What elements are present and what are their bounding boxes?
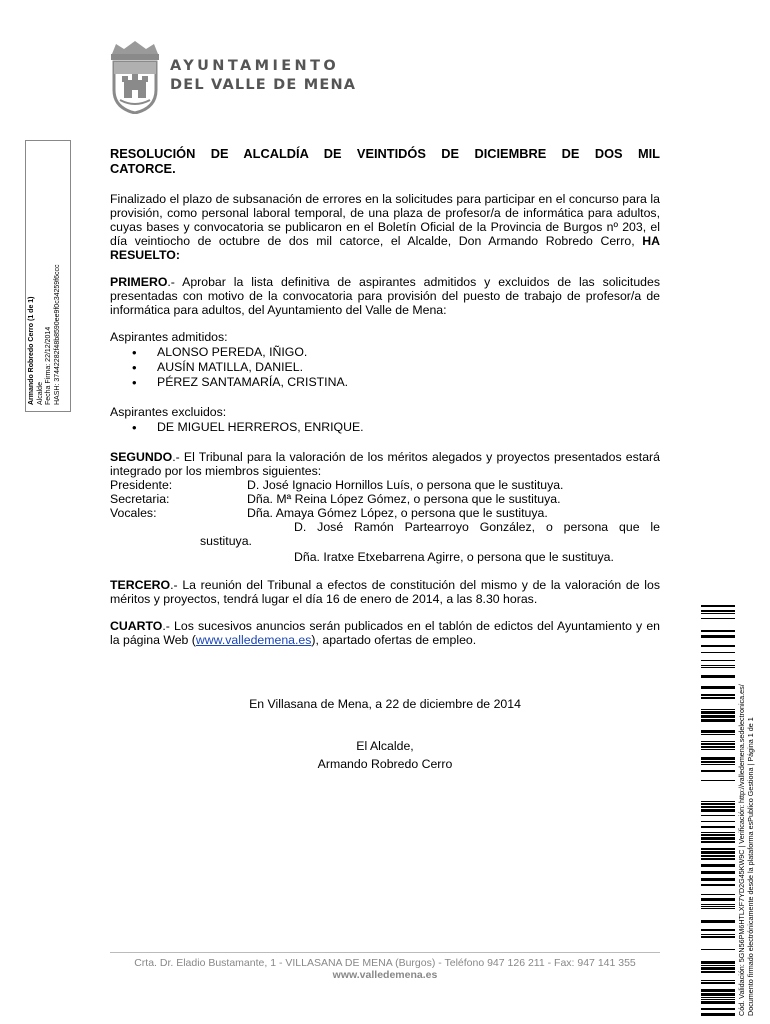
excluded-section — [110, 405, 660, 435]
validation-info — [737, 596, 755, 1016]
footer-divider — [110, 952, 660, 953]
signature-info — [28, 145, 62, 405]
member-name: Dña. Amaya Gómez López, o persona que le sustituya. — [247, 506, 548, 520]
website-link[interactable]: www.valledemena.es — [195, 633, 312, 647]
segundo-paragraph — [110, 450, 660, 478]
document-body — [110, 146, 660, 660]
org-name-line1: AYUNTAMIENTO — [170, 58, 340, 74]
tercero-paragraph — [110, 578, 660, 606]
admitted-list — [110, 345, 660, 390]
signer-name: Armando Robredo Cerro — [317, 757, 453, 771]
primero-paragraph — [110, 275, 660, 317]
member-role: Vocales: — [110, 506, 157, 520]
intro-text: Finalizado el plazo de subsanación de errores en la solicitudes para participar en el concurso para la provisión, como personal laboral temporal, de una plaza de profesor/a de informática para adultos, cuyas bases y convocatoria se publicaron en el Boletín Oficial de la Provincia de Burgos nº 203, el día veintiocho de octubre de dos mil catorce, el Alcalde, Don Armando Robredo Cerro, — [110, 192, 660, 248]
signer-role-line: Alcalde — [36, 382, 44, 405]
segundo-text: .- El Tribunal para la valoración de los méritos alegados y proyectos presentados estará integrado por los miembros siguientes: — [110, 450, 660, 478]
primero-text: .- Aprobar la lista definitiva de aspirantes admitidos y excluidos de las solicitudes presentadas con motivo de la convocatoria para provisión del puesto de trabajo de profesor/a de informática para adultos, del Ayuntamiento del Valle de Mena: — [110, 275, 660, 317]
tercero-label: TERCERO — [110, 578, 171, 592]
member-row — [110, 492, 660, 506]
validation-platform-line: Documento firmado electrónicamente desde la plataforma esPublico Gestiona | Página 1 de 1 — [746, 717, 755, 1016]
tribunal-members — [110, 478, 660, 564]
signature-box — [25, 140, 71, 412]
admitted-section — [110, 330, 660, 390]
member-row — [110, 506, 660, 520]
coat-of-arms-logo — [106, 40, 164, 114]
cuarto-paragraph — [110, 619, 660, 647]
footer-address: Crta. Dr. Eladio Bustamante, 1 - VILLASANA DE MENA (Burgos) - Teléfono 947 126 211 - Fax: 947 141 355 — [134, 957, 636, 969]
excluded-label: Aspirantes excluidos: — [110, 405, 227, 419]
org-name-line2: DEL VALLE DE MENA — [170, 77, 357, 93]
list-item: • ALONSO PEREDA, IÑIGO. — [110, 345, 660, 360]
member-name: D. José Ignacio Hornillos Luís, o persona que le sustituya. — [247, 478, 564, 492]
cuarto-label: CUARTO — [110, 619, 163, 633]
signer-title: El Alcalde, — [356, 739, 414, 753]
member-role: Presidente: — [110, 478, 173, 492]
sign-date-line: Fecha Firma: 22/12/2014 — [45, 326, 52, 405]
admitted-label: Aspirantes admitidos: — [110, 330, 228, 344]
validation-code-line: Cód. Validación: 5GN56PM6HTLXF7YD2G45KW9C | Verificación: http://valledemena.sedelectronica.es/ — [737, 684, 746, 1016]
signer-line: Armando Robredo Cerro (1 de 1) — [28, 296, 35, 405]
segundo-label: SEGUNDO — [110, 450, 173, 464]
list-item: • AUSÍN MATILLA, DANIEL. — [110, 360, 660, 375]
list-item: • DE MIGUEL HERREROS, ENRIQUE. — [110, 420, 660, 435]
intro-paragraph — [110, 192, 660, 262]
member-name-cont: sustituya. — [200, 534, 252, 548]
member-role: Secretaria: — [110, 492, 170, 506]
resolved-heading: HA RESUELTO: — [110, 234, 661, 262]
resolution-title-cont: CATORCE. — [110, 161, 176, 176]
place-date: En Villasana de Mena, a 22 de diciembre de 2014 — [249, 697, 521, 711]
member-name: Dña. Iratxe Etxebarrena Agirre, o persona que le sustituya. — [294, 550, 614, 564]
cuarto-text: .- Los sucesivos anuncios serán publicados en el tablón de edictos del Ayuntamiento y en la página Web ( — [110, 619, 660, 647]
cuarto-text-end: ), apartado ofertas de empleo. — [311, 633, 477, 647]
tercero-text: .- La reunión del Tribunal a efectos de constitución del mismo y de la valoración de los méritos y proyectos, tendrá lugar el día 16 de enero de 2014, a las 8.30 horas. — [110, 578, 660, 606]
member-name: D. José Ramón Partearroyo González, o persona que le — [294, 520, 660, 534]
member-row — [110, 478, 660, 492]
excluded-list — [110, 420, 660, 435]
resolution-title: RESOLUCIÓN DE ALCALDÍA DE VEINTIDÓS DE DICIEMBRE DE DOS MIL — [110, 146, 660, 161]
footer-website: www.valledemena.es — [332, 969, 438, 981]
hash-line: HASH: 37442282f48b8590ee9f0c34259f6ccc — [53, 264, 61, 405]
member-name: Dña. Mª Reina López Gómez, o persona que le sustituya. — [247, 492, 561, 506]
barcode-icon — [701, 605, 735, 1017]
list-item: • PÉREZ SANTAMARÍA, CRISTINA. — [110, 375, 660, 390]
primero-label: PRIMERO — [110, 275, 168, 289]
